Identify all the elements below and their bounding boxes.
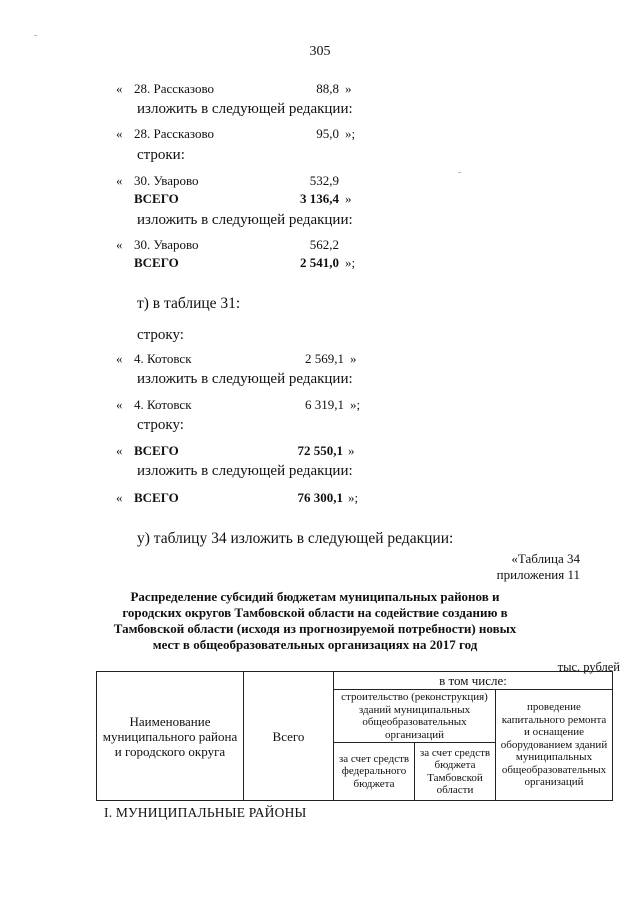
instruction-text: строки: [137,147,185,163]
total-value: 3 136,4 [300,191,339,206]
item-value: 88,8 [316,81,339,96]
item-name: 4. Котовск [134,397,192,412]
quote-close: »; [350,397,361,412]
item-name: 28. Рассказово [134,126,215,141]
item-name: 28. Рассказово [134,81,215,96]
subsidy-table-header [96,671,613,801]
quote-close: »; [348,490,359,505]
item-value: 6 319,1 [305,397,344,412]
column-header-name: Наименование муниципального района и городского округа [97,672,244,801]
quote-open: « [116,173,123,188]
item-value: 532,9 [309,173,339,188]
total-label: ВСЕГО [134,490,179,505]
page-number: 305 [309,44,331,59]
quote-close: » [345,81,352,96]
column-header-repair: проведение капитального ремонта и оснащение оборудованием зданий муниципальных общеобразовательных организаций [496,690,613,801]
table-reference-line: приложения 11 [496,567,580,582]
quote-open: « [116,443,123,458]
item-value: 562,2 [309,237,339,252]
quote-close: »; [345,126,356,141]
item-name: 30. Уварово [134,173,199,188]
total-label: ВСЕГО [134,255,179,270]
section-heading: т) в таблице 31: [137,295,241,312]
total-value: 2 541,0 [300,255,339,270]
instruction-text: строку: [137,327,184,343]
column-header-including: в том числе: [334,672,613,690]
total-label: ВСЕГО [134,191,179,206]
instruction-text: изложить в следующей редакции: [137,463,353,479]
table-reference-line: «Таблица 34 [511,551,580,566]
quote-close: » [345,191,352,206]
quote-open: « [116,237,123,252]
quote-open: « [116,397,123,412]
quote-close: » [348,443,355,458]
instruction-text: строку: [137,417,184,433]
column-header-total: Всего [244,672,334,801]
column-header-regional: за счет средств бюджета Тамбовской области [415,743,496,801]
item-value: 95,0 [316,126,339,141]
scan-mark [34,35,37,36]
section-heading: у) таблицу 34 изложить в следующей редакции: [137,530,454,547]
total-value: 72 550,1 [297,443,343,458]
quote-open: « [116,126,123,141]
quote-close: »; [345,255,356,270]
instruction-text: изложить в следующей редакции: [137,212,353,228]
quote-open: « [116,490,123,505]
table-reference [497,551,580,583]
column-header-federal: за счет средств федерального бюджета [334,743,415,801]
column-header-construction: строительство (реконструкция) зданий муниципальных общеобразовательных организаций [334,690,496,743]
total-value: 76 300,1 [297,490,343,505]
item-value: 2 569,1 [305,351,344,366]
units-label: тыс. рублей [557,660,620,674]
scan-mark [458,172,461,173]
quote-open: « [116,81,123,96]
item-name: 4. Котовск [134,351,192,366]
instruction-text: изложить в следующей редакции: [137,101,353,117]
section-title: I. МУНИЦИПАЛЬНЫЕ РАЙОНЫ [104,805,307,820]
quote-close: » [350,351,357,366]
table-title: Распределение субсидий бюджетам муниципальных районов и городских округов Тамбовской области на содействие созданию в Тамбовской области (исходя из прогнозируемой потребности) новых мест в общеобразовательных организациях на 2017 год [113,589,517,652]
item-name: 30. Уварово [134,237,199,252]
instruction-text: изложить в следующей редакции: [137,371,353,387]
quote-open: « [116,351,123,366]
total-label: ВСЕГО [134,443,179,458]
